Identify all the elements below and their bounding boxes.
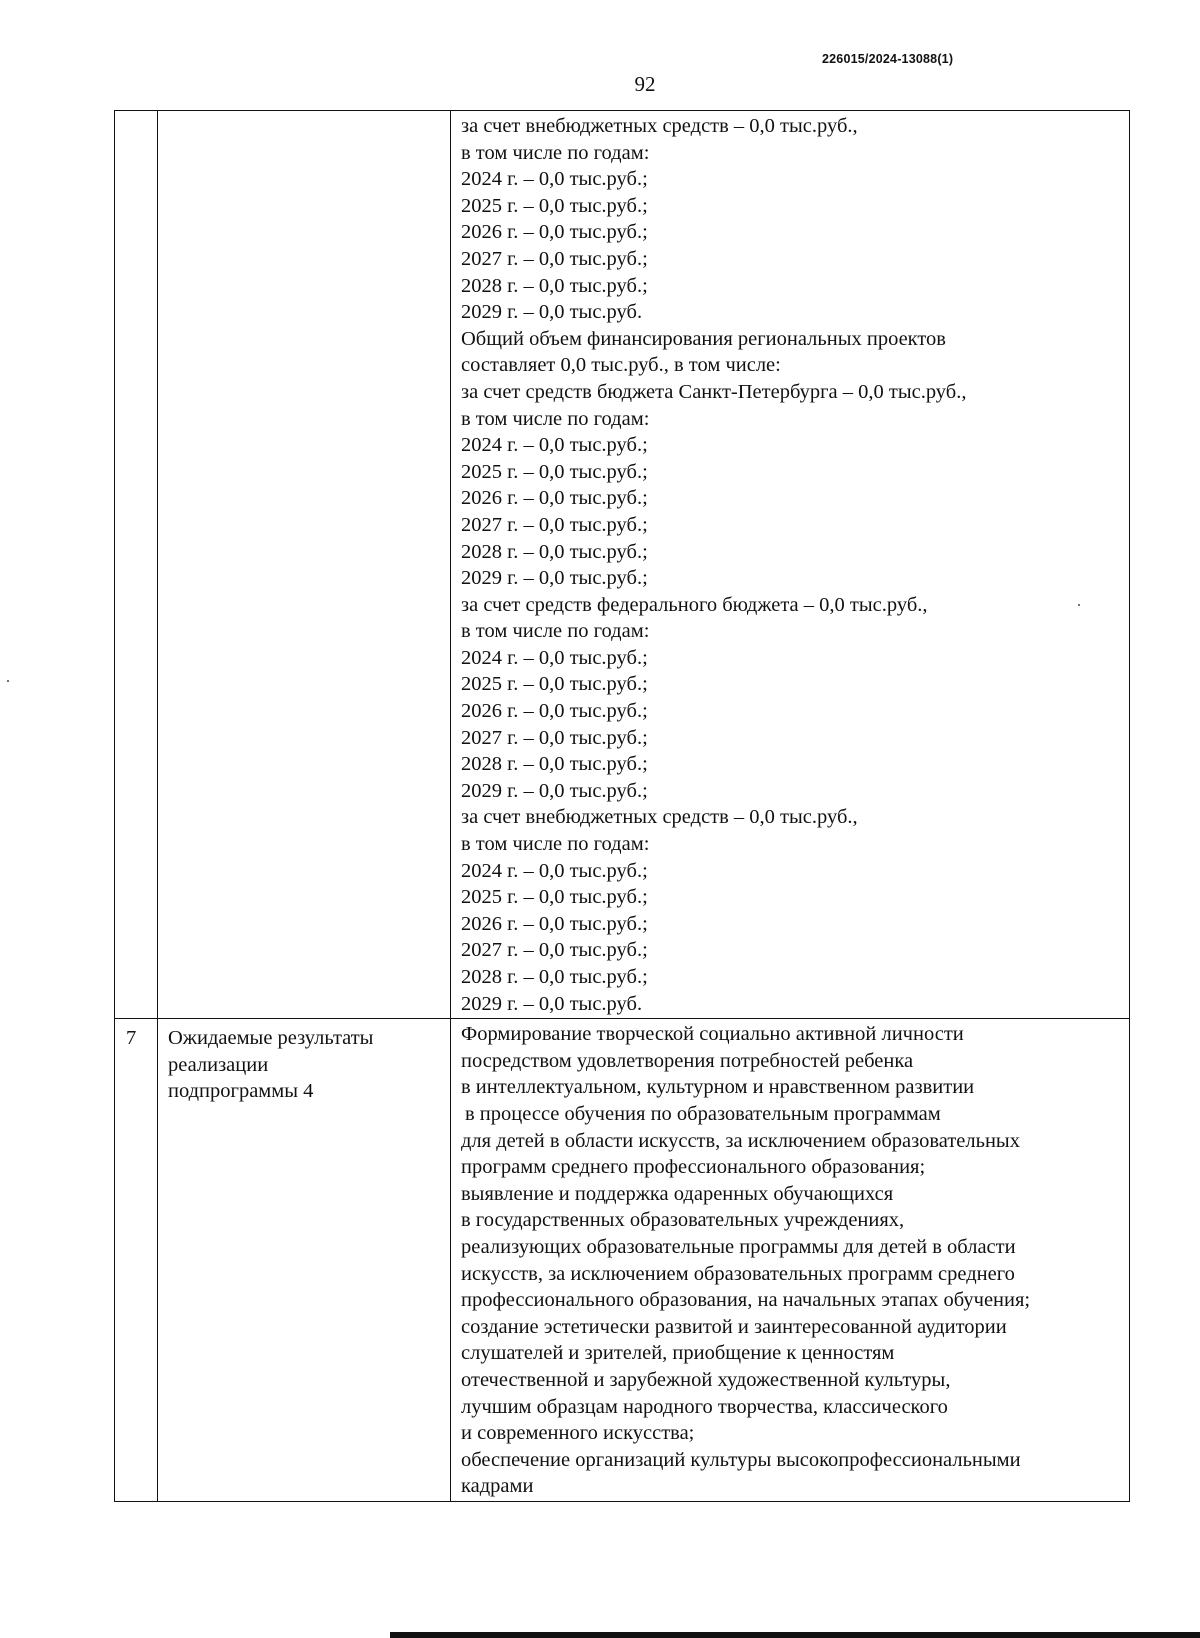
text-line: 2026 г. – 0,0 тыс.руб.;	[461, 912, 648, 935]
text-line: в интеллектуальном, культурном и нравственном развитии	[461, 1076, 975, 1099]
text-line: подпрограммы 4	[168, 1080, 314, 1103]
text-line: Ожидаемые результаты	[168, 1027, 374, 1050]
text-line: для детей в области искусств, за исключением образовательных	[461, 1129, 1020, 1152]
text-line: в том числе по годам:	[461, 620, 650, 643]
text-line: 2026 г. – 0,0 тыс.руб.;	[461, 221, 648, 244]
row-number-cell	[115, 111, 158, 1019]
text-line: в том числе по годам:	[461, 407, 650, 430]
text-line: 2027 г. – 0,0 тыс.руб.;	[461, 726, 648, 749]
text-line: 2024 г. – 0,0 тыс.руб.;	[461, 434, 648, 457]
expected-results-label	[158, 1019, 450, 1105]
text-line: за счет внебюджетных средств – 0,0 тыс.руб.,	[461, 806, 858, 829]
text-line: и современного искусства;	[461, 1422, 695, 1445]
text-line: выявление и поддержка одаренных обучающихся	[461, 1182, 894, 1205]
text-line: в том числе по годам:	[461, 141, 650, 164]
text-line: 2025 г. – 0,0 тыс.руб.;	[461, 886, 648, 909]
text-line: 2028 г. – 0,0 тыс.руб.;	[461, 753, 648, 776]
text-line: в процессе обучения по образовательным программам	[465, 1102, 941, 1125]
text-line: лучшим образцам народного творчества, классического	[461, 1395, 948, 1418]
text-line: 2024 г. – 0,0 тыс.руб.;	[461, 646, 648, 669]
table-row-expected-results	[115, 1019, 1130, 1502]
text-line: 2024 г. – 0,0 тыс.руб.;	[461, 859, 648, 882]
text-line: обеспечение организаций культуры высокопрофессиональными	[461, 1448, 1021, 1471]
row-content-cell	[451, 1019, 1130, 1502]
text-line: за счет средств федерального бюджета – 0,0 тыс.руб.,	[461, 593, 928, 616]
text-line: посредством удовлетворения потребностей ребенка	[461, 1049, 914, 1072]
row-content-cell	[451, 111, 1130, 1019]
text-line: 2028 г. – 0,0 тыс.руб.;	[461, 540, 648, 563]
financing-text-lines	[451, 111, 1129, 1018]
text-line: за счет внебюджетных средств – 0,0 тыс.руб.,	[461, 115, 858, 137]
text-line: 2029 г. – 0,0 тыс.руб.	[461, 301, 643, 324]
text-line: профессионального образования, на начальных этапах обучения;	[461, 1289, 1031, 1312]
text-line: слушателей и зрителей, приобщение к ценностям	[461, 1342, 895, 1365]
text-line: в том числе по годам:	[461, 833, 650, 856]
text-line: отечественной и зарубежной художественной культуры,	[461, 1368, 951, 1391]
text-line: в государственных образовательных учреждениях,	[461, 1209, 905, 1232]
text-line: кадрами	[461, 1475, 534, 1498]
page-number: 92	[634, 72, 656, 96]
program-passport-table	[114, 110, 1130, 1502]
text-line: Формирование творческой социально активной личности	[461, 1023, 964, 1046]
row-label-cell	[158, 111, 451, 1019]
text-line: 2027 г. – 0,0 тыс.руб.;	[461, 247, 648, 270]
text-line: реализующих образовательные программы для детей в области	[461, 1235, 1016, 1258]
text-line: 2027 г. – 0,0 тыс.руб.;	[461, 513, 648, 536]
scan-speck	[1078, 604, 1080, 606]
text-line: реализации	[168, 1053, 269, 1076]
text-line: 2025 г. – 0,0 тыс.руб.;	[461, 673, 648, 696]
text-line: программ среднего профессионального образования;	[461, 1156, 926, 1179]
text-line: 2029 г. – 0,0 тыс.руб.	[461, 992, 643, 1015]
row-label-cell	[158, 1019, 451, 1502]
text-line: 2025 г. – 0,0 тыс.руб.;	[461, 194, 648, 217]
text-line: Общий объем финансирования региональных проектов	[461, 327, 946, 350]
table-row-financing-continued	[115, 111, 1130, 1019]
text-line: 2027 г. – 0,0 тыс.руб.;	[461, 939, 648, 962]
row-number-cell: 7	[115, 1019, 158, 1502]
text-line: 2025 г. – 0,0 тыс.руб.;	[461, 460, 648, 483]
text-line: 2029 г. – 0,0 тыс.руб.;	[461, 779, 648, 802]
text-line: создание эстетически развитой и заинтересованной аудитории	[461, 1315, 1007, 1338]
text-line: искусств, за исключением образовательных программ среднего	[461, 1262, 1015, 1285]
text-line: составляет 0,0 тыс.руб., в том числе:	[461, 354, 781, 377]
scan-bottom-edge	[390, 1632, 1200, 1638]
scan-speck	[7, 680, 9, 682]
expected-results-text-lines	[451, 1019, 1129, 1501]
text-line: 2024 г. – 0,0 тыс.руб.;	[461, 168, 648, 191]
document-registration-number: 226015/2024-13088(1)	[822, 52, 954, 66]
text-line: 2026 г. – 0,0 тыс.руб.;	[461, 700, 648, 723]
text-line: за счет средств бюджета Санкт-Петербурга – 0,0 тыс.руб.,	[461, 380, 967, 403]
text-line: 2029 г. – 0,0 тыс.руб.;	[461, 567, 648, 590]
text-line: 2028 г. – 0,0 тыс.руб.;	[461, 274, 648, 297]
text-line: 2026 г. – 0,0 тыс.руб.;	[461, 487, 648, 510]
text-line: 2028 г. – 0,0 тыс.руб.;	[461, 966, 648, 988]
